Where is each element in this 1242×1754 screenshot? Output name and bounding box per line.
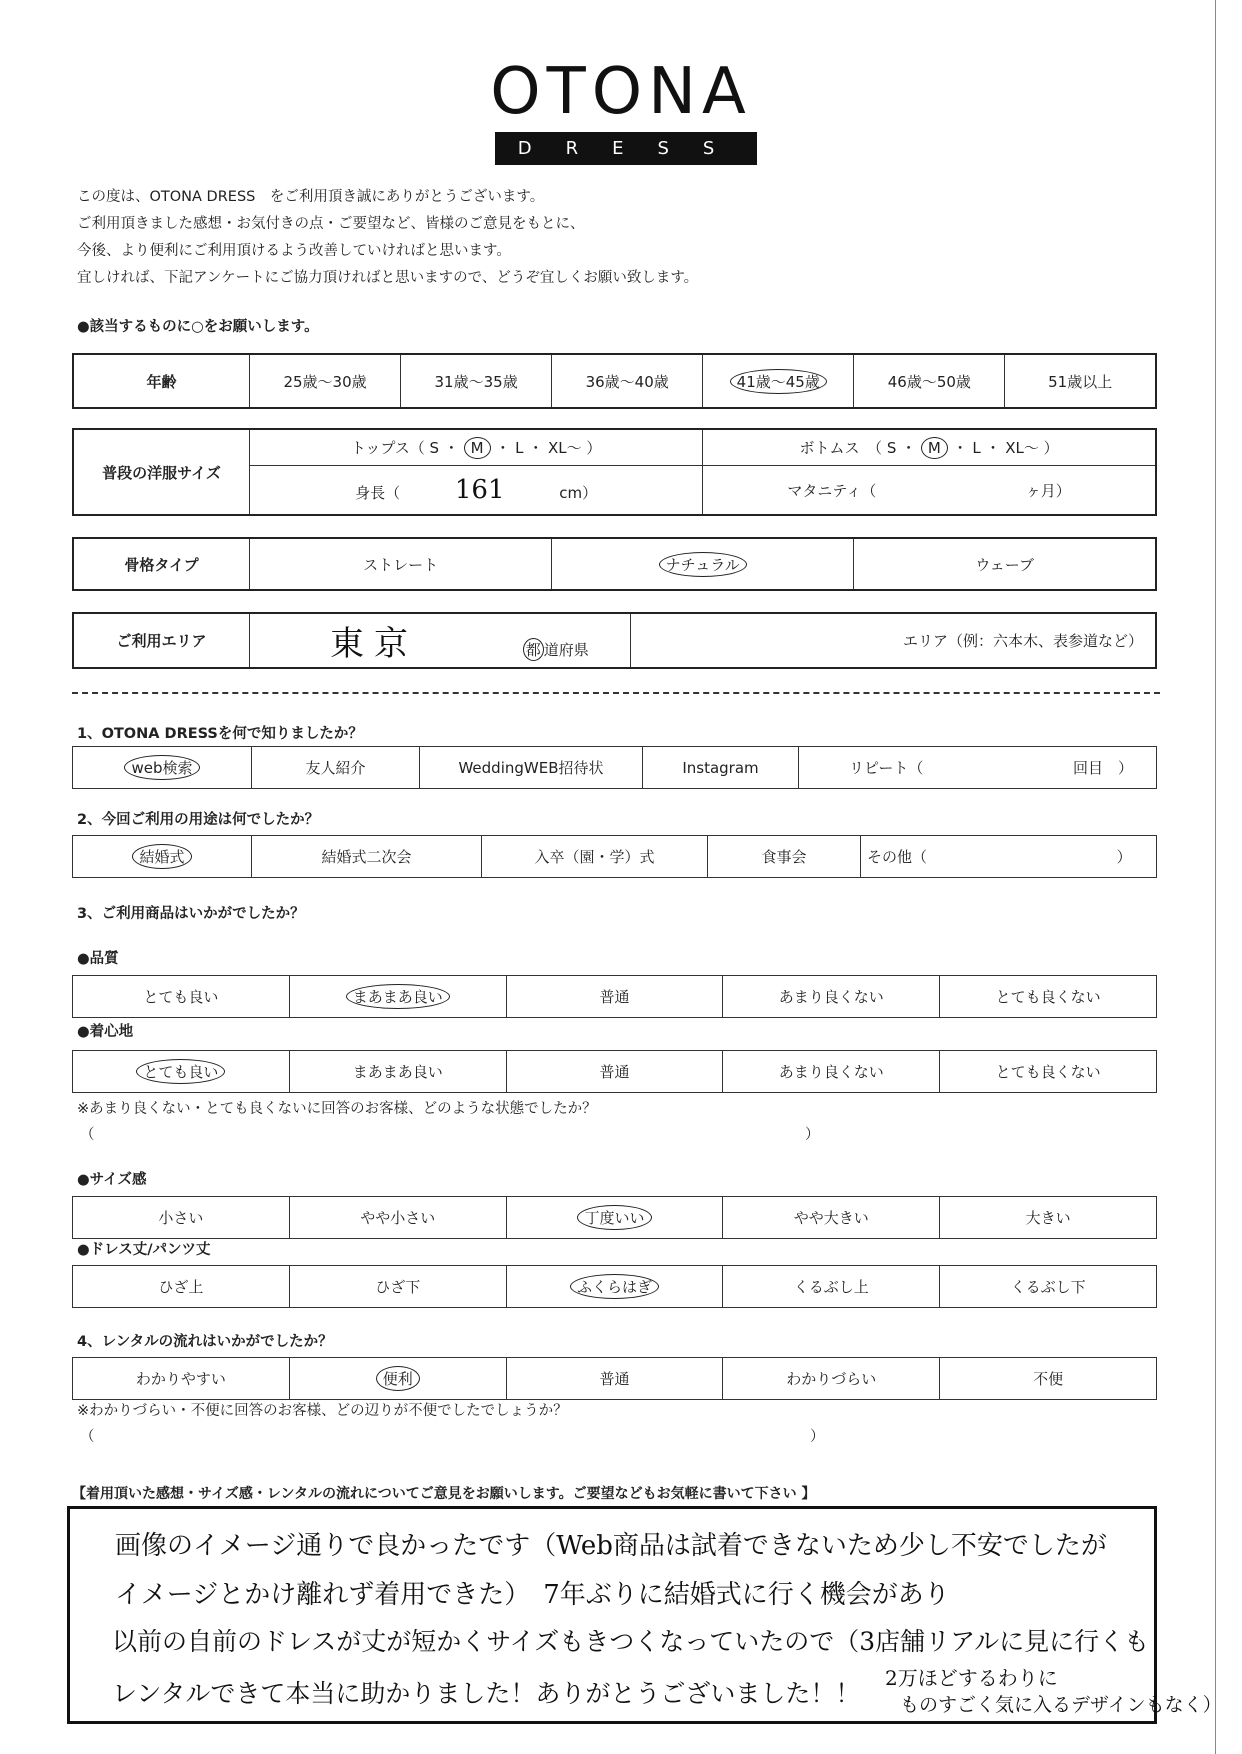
quality-option[interactable]: 普通 bbox=[506, 976, 723, 1018]
quality-option[interactable]: あまり良くない bbox=[723, 976, 940, 1018]
feedback-line: ものすごく気に入るデザインもなく） bbox=[900, 1694, 1222, 1716]
intro-line: 今後、より便利にご利用頂けるよう改善していければと思います。 bbox=[77, 243, 511, 259]
q4-option[interactable]: 普通 bbox=[506, 1358, 723, 1400]
comfort-label: ●着心地 bbox=[77, 1024, 134, 1040]
comfort-option[interactable]: とても良くない bbox=[940, 1051, 1157, 1093]
scan-edge-line bbox=[1215, 0, 1216, 1754]
q3-title: 3、ご利用商品はいかがでしたか？ bbox=[77, 906, 305, 922]
q1-option[interactable]: WeddingWEB招待状 bbox=[420, 747, 643, 789]
prefecture-value: 東京 bbox=[330, 624, 418, 664]
comfort-note: ※あまり良くない・とても良くないに回答のお客様、どのような状態でしたか？ bbox=[77, 1101, 597, 1117]
quality-table bbox=[72, 975, 1157, 1018]
fit-option[interactable]: 大きい bbox=[940, 1197, 1157, 1239]
feedback-line: 以前の自前のドレスが丈が短かくサイズもきつくなっていたので（3店舗リアルに見に行くも bbox=[112, 1627, 1150, 1656]
size-label: 普段の洋服サイズ bbox=[73, 429, 250, 515]
fit-option-selected[interactable]: 丁度いい bbox=[506, 1197, 723, 1239]
q1-title: 1、OTONA DRESSを何で知りましたか？ bbox=[77, 726, 363, 742]
q2-option-selected[interactable]: 結婚式 bbox=[73, 836, 252, 878]
quality-option[interactable]: とても良い bbox=[73, 976, 290, 1018]
fit-option[interactable]: やや大きい bbox=[723, 1197, 940, 1239]
length-table bbox=[72, 1265, 1157, 1308]
feedback-header: 【着用頂いた感想・サイズ感・レンタルの流れについてご意見をお願いします。ご要望などもお気軽に書いて下さい 】 bbox=[72, 1486, 816, 1502]
brand-logo: OTONA bbox=[490, 55, 752, 129]
age-option[interactable]: 51歳以上 bbox=[1005, 354, 1156, 408]
comfort-option[interactable]: あまり良くない bbox=[723, 1051, 940, 1093]
q4-option[interactable]: わかりやすい bbox=[73, 1358, 290, 1400]
comfort-table bbox=[72, 1050, 1157, 1093]
q1-option[interactable]: Instagram bbox=[643, 747, 799, 789]
age-label: 年齢 bbox=[73, 354, 250, 408]
feedback-line: 2万ほどするわりに bbox=[885, 1666, 1058, 1690]
q4-note: ※わかりづらい・不便に回答のお客様、どの辺りが不便でしたでしょうか？ bbox=[77, 1403, 568, 1419]
length-option-selected[interactable]: ふくらはぎ bbox=[506, 1266, 723, 1308]
intro-line: 宜しければ、下記アンケートにご協力頂ければと思いますので、どうぞ宜しくお願い致します。 bbox=[77, 270, 699, 286]
q2-table bbox=[72, 835, 1157, 878]
age-option[interactable]: 46歳〜50歳 bbox=[854, 354, 1005, 408]
q2-other[interactable]: その他（ ） bbox=[861, 836, 1157, 878]
feedback-line: 画像のイメージ通りで良かったです（Web商品は試着できないため少し不安でしたが bbox=[115, 1531, 1107, 1561]
q2-title: 2、今回ご利用の用途は何でしたか？ bbox=[77, 812, 320, 828]
maternity-field[interactable]: マタニティ（ ヶ月） bbox=[703, 466, 1156, 515]
q4-option[interactable]: 不便 bbox=[940, 1358, 1157, 1400]
brand-sub: DRESS bbox=[495, 132, 757, 165]
age-option-selected[interactable]: 41歳〜45歳 bbox=[703, 354, 854, 408]
age-option[interactable]: 31歳〜35歳 bbox=[401, 354, 552, 408]
tops-selected: M bbox=[464, 437, 491, 459]
bottoms-size[interactable]: ボトムス （ S ・ M ・ L ・ XL〜 ） bbox=[703, 429, 1156, 466]
comfort-option[interactable]: 普通 bbox=[506, 1051, 723, 1093]
comfort-paren-close: ） bbox=[805, 1127, 820, 1143]
length-label: ●ドレス丈/パンツ丈 bbox=[77, 1242, 211, 1258]
comfort-paren-open[interactable]: （ bbox=[80, 1127, 95, 1143]
q2-option[interactable]: 入卒（園・学）式 bbox=[482, 836, 708, 878]
q2-option[interactable]: 食事会 bbox=[708, 836, 861, 878]
fit-option[interactable]: やや小さい bbox=[289, 1197, 506, 1239]
fit-option[interactable]: 小さい bbox=[73, 1197, 290, 1239]
quality-option-selected[interactable]: まあまあ良い bbox=[289, 976, 506, 1018]
quality-option[interactable]: とても良くない bbox=[940, 976, 1157, 1018]
skeleton-label: 骨格タイプ bbox=[73, 538, 250, 590]
size-table bbox=[72, 428, 1157, 516]
q1-table bbox=[72, 746, 1157, 789]
q4-option-selected[interactable]: 便利 bbox=[289, 1358, 506, 1400]
divider bbox=[72, 692, 1160, 694]
comfort-option[interactable]: まあまあ良い bbox=[289, 1051, 506, 1093]
height-value: 161 bbox=[454, 475, 505, 506]
q1-option-selected[interactable]: web検索 bbox=[73, 747, 252, 789]
quality-label: ●品質 bbox=[77, 951, 119, 967]
q1-option[interactable]: 友人紹介 bbox=[252, 747, 420, 789]
prefecture-field[interactable]: 東京 都 道府県 bbox=[250, 613, 631, 668]
q2-option[interactable]: 結婚式二次会 bbox=[252, 836, 482, 878]
intro-line: ご利用頂きました感想・お気付きの点・ご要望など、皆様のご意見をもとに、 bbox=[77, 216, 585, 232]
q4-paren-close: ） bbox=[810, 1429, 825, 1445]
q4-title: 4、レンタルの流れはいかがでしたか？ bbox=[77, 1334, 333, 1350]
skeleton-option[interactable]: ストレート bbox=[250, 538, 552, 590]
skeleton-option-selected[interactable]: ナチュラル bbox=[552, 538, 854, 590]
skeleton-option[interactable]: ウェーブ bbox=[854, 538, 1156, 590]
length-option[interactable]: ひざ下 bbox=[289, 1266, 506, 1308]
area-table bbox=[72, 612, 1157, 669]
intro-line: この度は、OTONA DRESS をご利用頂き誠にありがとうございます。 bbox=[77, 189, 545, 205]
q4-paren-open[interactable]: （ bbox=[80, 1429, 95, 1445]
intro-text bbox=[77, 184, 698, 292]
q4-table bbox=[72, 1357, 1157, 1400]
age-option[interactable]: 36歳〜40歳 bbox=[552, 354, 703, 408]
q4-option[interactable]: わかりづらい bbox=[723, 1358, 940, 1400]
length-option[interactable]: ひざ上 bbox=[73, 1266, 290, 1308]
height-field[interactable]: 身長（ 161 cm） bbox=[250, 466, 703, 515]
age-table bbox=[72, 353, 1157, 409]
length-option[interactable]: くるぶし上 bbox=[723, 1266, 940, 1308]
area-label: ご利用エリア bbox=[73, 613, 250, 668]
comfort-option-selected[interactable]: とても良い bbox=[73, 1051, 290, 1093]
bottoms-selected: M bbox=[921, 437, 948, 459]
length-option[interactable]: くるぶし下 bbox=[940, 1266, 1157, 1308]
feedback-line: イメージとかけ離れず着用できた） 7年ぶりに結婚式に行く機会があり bbox=[115, 1580, 950, 1610]
tops-size[interactable]: トップス（ S ・ M ・ L ・ XL〜 ） bbox=[250, 429, 703, 466]
fit-label: ●サイズ感 bbox=[77, 1172, 147, 1188]
age-option[interactable]: 25歳〜30歳 bbox=[250, 354, 401, 408]
instruction: ●該当するものに○をお願いします。 bbox=[77, 319, 319, 335]
pref-suffix-selected: 都 bbox=[523, 638, 544, 661]
q1-repeat[interactable]: リピート（ 回目 ） bbox=[799, 747, 1157, 789]
area-field[interactable]: エリア（例：六本木、表参道など） bbox=[631, 613, 1157, 668]
skeleton-table bbox=[72, 537, 1157, 591]
fit-table bbox=[72, 1196, 1157, 1239]
feedback-line: レンタルできて本当に助かりました！ありがとうございました！！ bbox=[112, 1679, 861, 1708]
